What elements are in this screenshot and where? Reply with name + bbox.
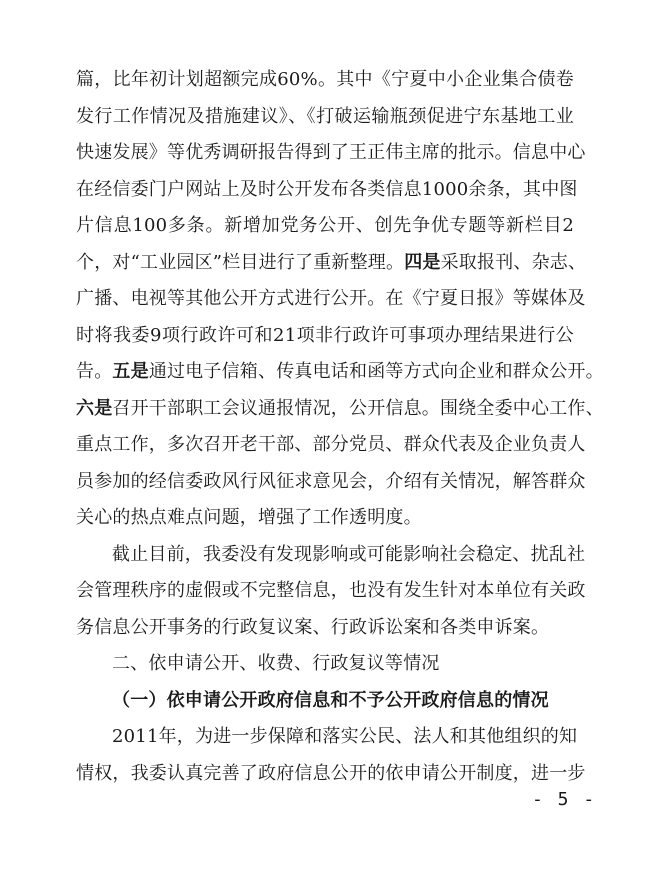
section-heading: 二、依申请公开、收费、行政复议等情况	[112, 653, 440, 674]
text-line: 重点工作，多次召开老干部、部分党员、群众代表及企业负责人	[76, 434, 586, 455]
emphasis-label: 六是	[76, 397, 113, 419]
text-line: 员参加的经信委政风行风征求意见会，介绍有关情况，解答群众	[76, 470, 586, 492]
text-run: 个，对“工业园区”栏目进行了重新整理。	[76, 251, 405, 273]
text-line: 篇，比年初计划超额完成60%。其中《宁夏中小企业集合债卷	[76, 69, 574, 90]
text-line: 发行工作情况及措施建议》、《打破运输瓶颈促进宁东基地工业	[76, 105, 574, 127]
text-line: 务信息公开事务的行政复议案、行政诉讼案和各类申诉案。	[76, 616, 550, 638]
text-line: 快速发展》等优秀调研报告得到了王正伟主席的批示。信息中心	[76, 142, 586, 163]
text-line: 会管理秩序的虚假或不完整信息，也没有发生针对本单位有关政	[76, 580, 586, 601]
document-page	[76, 62, 604, 792]
text-line	[76, 245, 587, 282]
text-run: 告。	[76, 361, 113, 382]
text-line: 广播、电视等其他公开方式进行公开。在《宁夏日报》等媒体及	[76, 288, 586, 309]
emphasis-label: 四是	[404, 251, 441, 273]
text-run: 采取报刊、杂志、	[440, 251, 587, 273]
text-line: 片信息100多条。新增加党务公开、创先争优专题等新栏目2	[76, 215, 574, 236]
text-line	[76, 391, 604, 428]
text-line: 截止目前，我委没有发现影响或可能影响社会稳定、扰乱社	[112, 543, 586, 565]
text-line: 情权，我委认真完善了政府信息公开的依申请公开制度，进一步	[76, 762, 586, 784]
text-line: 2011年，为进一步保障和落实公民、法人和其他组织的知	[112, 726, 578, 747]
subsection-heading: （一）依申请公开政府信息和不予公开政府信息的情况	[112, 689, 549, 711]
text-line	[76, 354, 604, 391]
page-number: - 5 -	[532, 789, 597, 810]
text-run: 通过电子信箱、传真电话和函等方式向企业和群众公开。	[148, 361, 604, 382]
text-line: 关心的热点难点问题，增强了工作透明度。	[76, 507, 422, 528]
text-line: 时将我委9项行政许可和21项非行政许可事项办理结果进行公	[76, 324, 574, 346]
text-line: 在经信委门户网站上及时公开发布各类信息1000余条，其中图	[76, 178, 578, 200]
emphasis-label: 五是	[112, 361, 149, 382]
text-run: 召开干部职工会议通报情况，公开信息。围绕全委中心工作、	[112, 397, 604, 419]
